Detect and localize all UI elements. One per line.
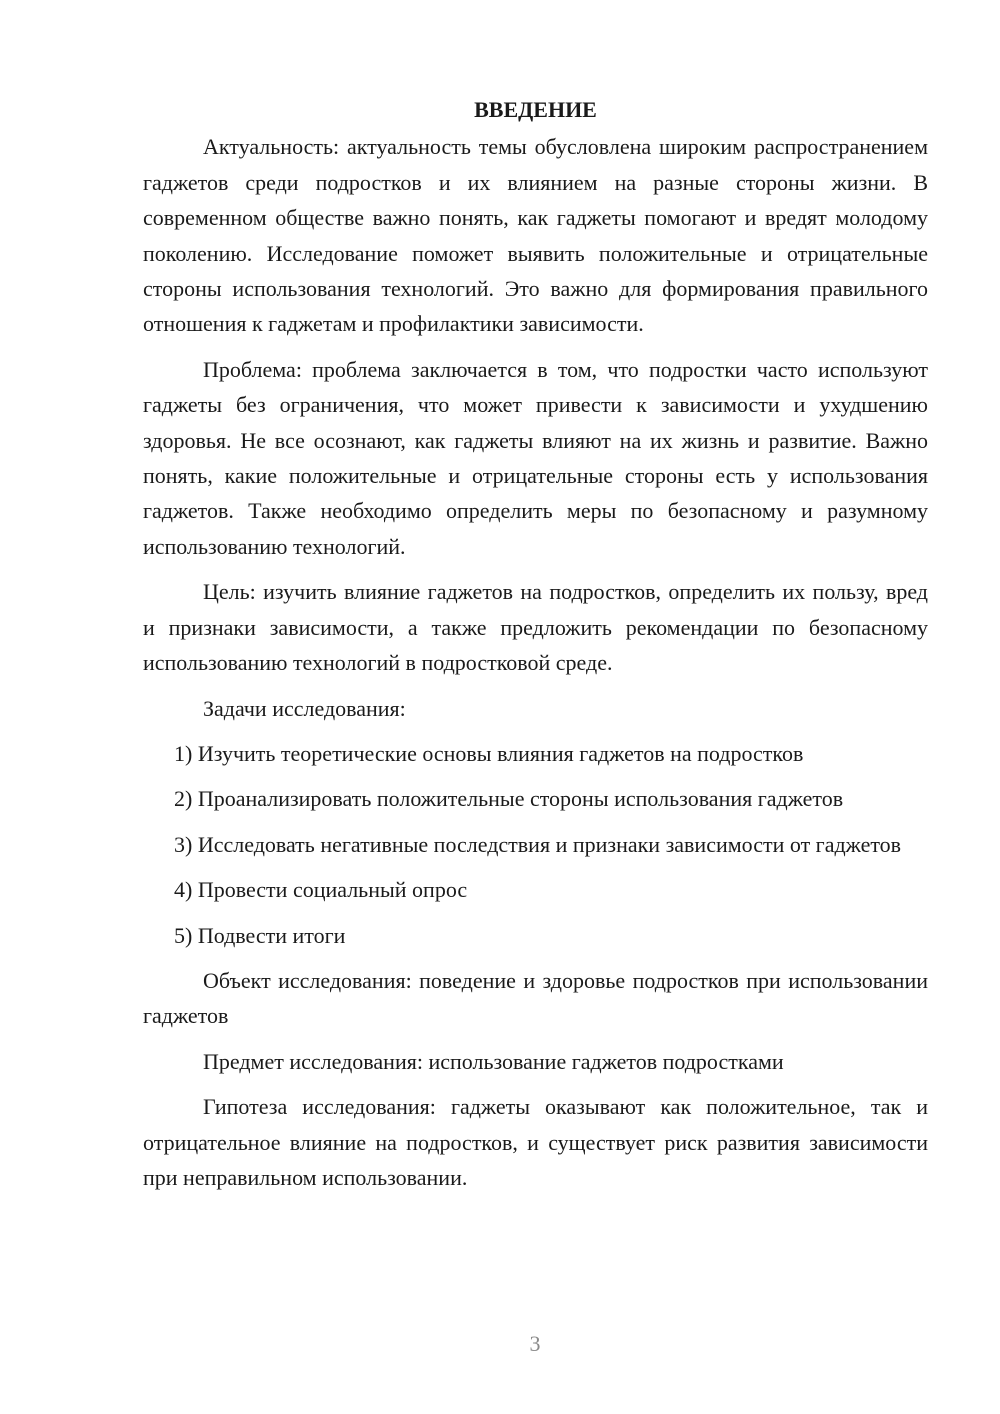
page-number: 3 [529, 1331, 541, 1356]
paragraph-relevance: Актуальность: актуальность темы обусловлена широким распространением гаджетов среди подростков и их влиянием на разные стороны жизни. В современном обществе важно понять, как гаджеты помогают и вредят молодому поколению. Исследование поможет выявить положительные и отрицательные стороны использования технологий. Это важно для формирования правильного отношения к гаджетам и профилактики зависимости. [143, 134, 928, 337]
paragraph-object: Объект исследования: поведение и здоровье подростков при использовании гаджетов [143, 967, 928, 1029]
task-item: 2) Проанализировать положительные стороны использования гаджетов [174, 786, 844, 812]
task-item: 4) Провести социальный опрос [174, 877, 468, 903]
paragraph-goal: Цель: изучить влияние гаджетов на подростков, определить их пользу, вред и признаки зависимости, а также предложить рекомендации по безопасному использованию технологий в подростковой среде. [143, 579, 928, 676]
paragraph-subject: Предмет исследования: использование гаджетов подростками [203, 1048, 784, 1074]
tasks-heading: Задачи исследования: [203, 695, 406, 721]
paragraph-hypothesis: Гипотеза исследования: гаджеты оказывают как положительное, так и отрицательное влияние на подростков, и существует риск развития зависимости при неправильном использовании. [143, 1094, 928, 1190]
task-item: 1) Изучить теоретические основы влияния гаджетов на подростков [174, 740, 804, 766]
paragraph-problem: Проблема: проблема заключается в том, что подростки часто используют гаджеты без ограничения, что может привести к зависимости и ухудшению здоровья. Не все осознают, как гаджеты влияют на их жизнь и развитие. Важно понять, какие положительные и отрицательные стороны есть у использования гаджетов. Также необходимо определить меры по безопасному и разумному использованию технологий. [143, 356, 928, 559]
section-title: ВВЕДЕНИЕ [474, 97, 597, 122]
task-item: 3) Исследовать негативные последствия и признаки зависимости от гаджетов [174, 831, 902, 857]
task-item: 5) Подвести итоги [174, 922, 346, 948]
document-page [143, 92, 928, 1205]
